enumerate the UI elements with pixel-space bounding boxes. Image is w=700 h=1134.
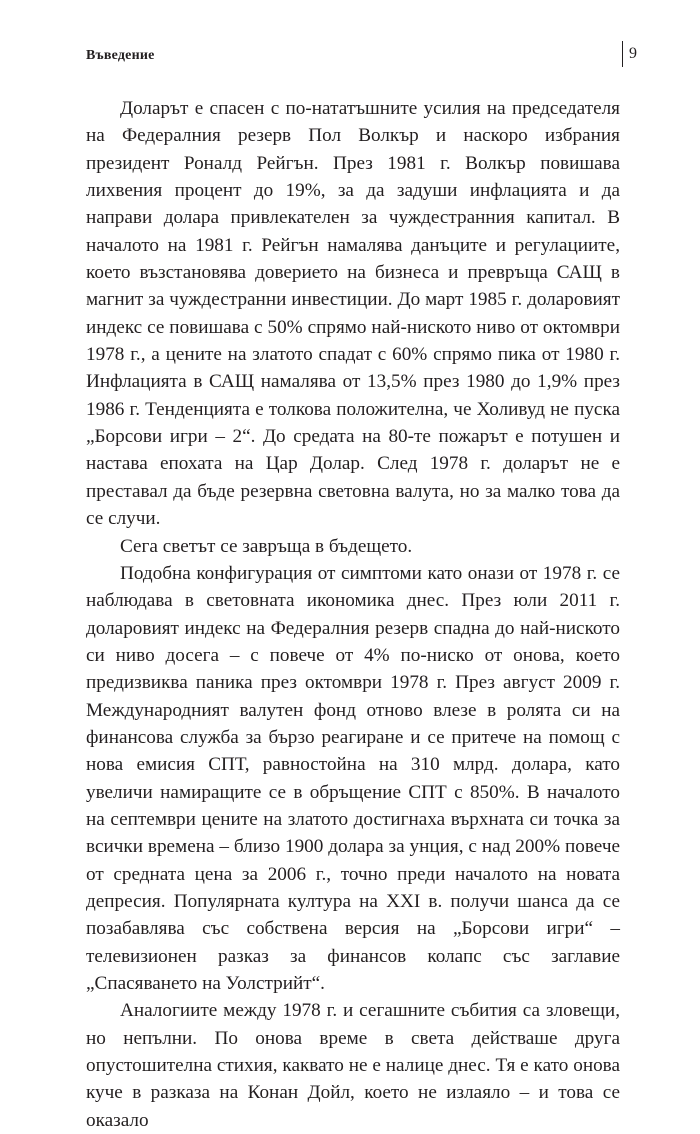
page-number: 9 [629, 45, 637, 62]
body-text [86, 95, 620, 1134]
paragraph-4: Аналогиите между 1978 г. и сегашните събития са зловещи, но непълни. По онова време в света действаше друга опустошителна стихия, каквато не е налице днес. Тя е като онова куче в разказа на Конан Дойл, което не излаяло – и това се оказало [86, 1000, 620, 1131]
page-number-block [622, 40, 637, 68]
paragraph-2: Сега светът се завръща в бъдещето. [120, 535, 413, 557]
paragraph-1: Доларът е спасен с по-нататъшните усилия на председателя на Федералния резерв Пол Волкър и наскоро избрания президент Роналд Рейгън. През 1981 г. Волкър повишава лихвения процент до 19%, за да задуши инфлацията и да направи долара привлекателен за чуждестранния капитал. В началото на 1981 г. Рейгън намалява данъците и регулациите, което възстановява доверието на бизнеса и превръща САЩ в магнит за чуждестранни инвестиции. До март 1985 г. доларовият индекс се повишава с 50% спрямо най-ниското ниво от октомври 1978 г., а цените на златото спадат с 60% спрямо пика от 1980 г. Инфлацията в САЩ намалява от 13,5% през 1980 до 1,9% през 1986 г. Тенденцията е толкова положителна, че Холивуд не пуска „Борсови игри – 2“. До средата на 80-те пожарът е потушен и настава епохата на Цар Долар. След 1978 г. доларът не е преставал да бъде резервна световна валута, но за малко това да се случи. [86, 98, 620, 530]
running-head-section-title: Въведение [86, 48, 155, 63]
paragraph-3: Подобна конфигурация от симптоми като онази от 1978 г. се наблюдава в световната икономика днес. През юли 2011 г. доларовият индекс на Федералния резерв спадна до най-ниското си ниво досега – с повече от 4% по-ниско от онова, което предизвиква паника през октомври 1978 г. През август 2009 г. Международният валутен фонд отново влезе в ролята си на финансова служба за бързо реагиране и се притече на помощ с нова емисия СПТ, равностойна на 310 млрд. долара, като увеличи намиращите се в обръщение СПТ с 850%. В началото на септември цените на златото достигнаха върхната си точка за всички времена – близо 1900 долара за унция, с над 200% повече от средната цена за 2006 г., точно преди началото на новата депресия. Популярната култура на XXI в. получи шанса да се позабавлява със собствена версия на „Борсови игри“ – телевизионен разказ за финансов колапс със заглавие „Спасяването на Уолстрийт“. [86, 562, 620, 994]
page-number-divider [622, 41, 623, 67]
